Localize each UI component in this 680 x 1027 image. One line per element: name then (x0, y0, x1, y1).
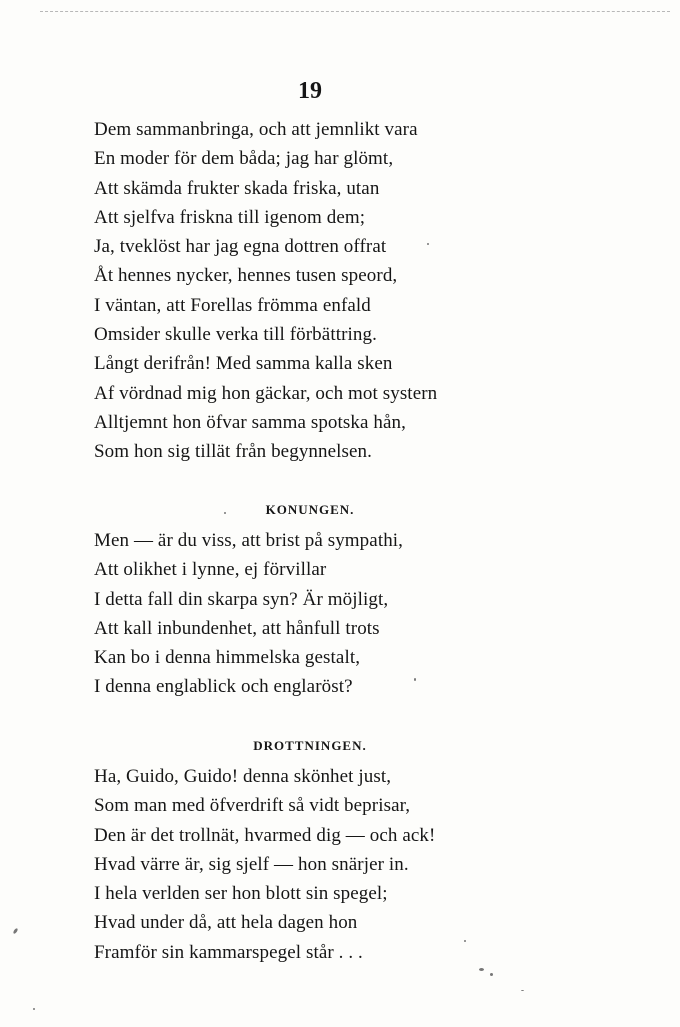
verse-line: Att sjelfva friskna till igenom dem; (94, 206, 366, 228)
verse-line: Men — är du viss, att brist på sympathi, (94, 530, 404, 551)
verse-line: Att olikhet i lynne, ej förvillar (94, 559, 327, 581)
paper-speck (33, 1008, 35, 1010)
paper-speck (490, 973, 493, 976)
verse-line: Att kall inbundenhet, att hånfull trots (94, 617, 380, 639)
page-number: 19 (298, 78, 322, 104)
speaker-heading-drottningen: DROTTNINGEN. (253, 738, 367, 753)
verse-line: Ja, tveklöst har jag egna dottren offrat (94, 236, 387, 258)
verse-line: I denna englablick och englaröst? (94, 676, 353, 698)
verse-line: Långt derifrån! Med samma kalla sken (94, 353, 393, 375)
paper-speck (427, 243, 429, 245)
paper-speck (414, 678, 416, 681)
verse-line: Åt hennes nycker, hennes tusen speord, (94, 265, 398, 287)
verse-line: Som hon sig tillät från begynnelsen. (94, 441, 373, 463)
verse-line: Hvad värre är, sig sjelf — hon snärjer in. (94, 853, 409, 875)
verse-line: Omsider skulle verka till förbättring. (94, 324, 377, 346)
paper-speck (13, 928, 19, 935)
verse-line: Som man med öfverdrift så vidt beprisar, (94, 795, 411, 817)
verse-line: I hela verlden ser hon blott sin spegel; (94, 883, 388, 905)
verse-line: En moder för dem båda; jag har glömt, (94, 148, 394, 170)
verse-line: Att skämda frukter skada friska, utan (94, 177, 380, 199)
verse-line: Den är det trollnät, hvarmed dig — och ack! (94, 824, 436, 846)
stanza-1 (94, 115, 437, 467)
paper-speck (464, 940, 466, 942)
stanza-3 (94, 762, 435, 967)
paper-speck (479, 968, 484, 971)
verse-line: I detta fall din skarpa syn? Är möjligt, (94, 588, 389, 610)
paper-speck (521, 990, 524, 991)
verse-line: Af vördnad mig hon gäckar, och mot systern (94, 382, 438, 404)
speaker-heading-konungen: KONUNGEN. (265, 502, 355, 517)
verse-line: Alltjemnt hon öfvar samma spotska hån, (94, 411, 406, 433)
stanza-2 (94, 526, 403, 702)
paper-speck (224, 512, 226, 514)
top-edge-rule (40, 11, 670, 12)
verse-line: Hvad under då, att hela dagen hon (94, 912, 358, 934)
verse-line: Dem sammanbringa, och att jemnlikt vara (94, 119, 418, 140)
verse-line: Ha, Guido, Guido! denna skönhet just, (94, 766, 392, 787)
verse-line: Kan bo i denna himmelska gestalt, (94, 647, 361, 669)
verse-line: Framför sin kammarspegel står . . . (94, 941, 363, 963)
verse-line: I väntan, att Forellas frömma enfald (94, 294, 371, 316)
